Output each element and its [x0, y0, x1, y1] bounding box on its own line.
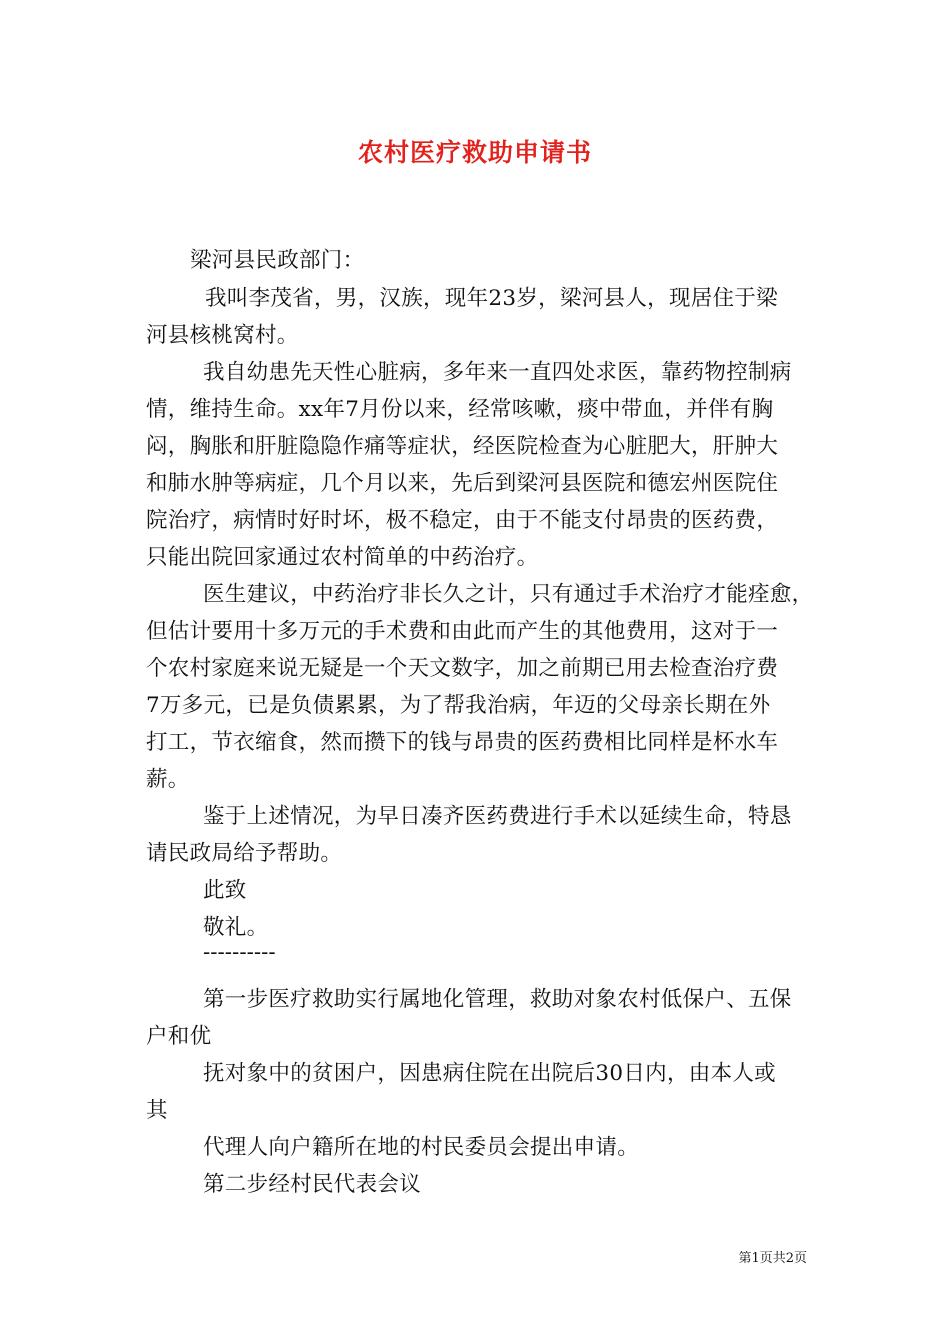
text-line: 7万多元，已是负债累累，为了帮我治病，年迈的父母亲长期在外 [146, 693, 771, 718]
text-line: 打工，节衣缩食，然而攒下的钱与昂贵的医药费相比同样是杯水车 [146, 730, 779, 755]
text-line: 抚对象中的贫困户，因患病住院在出院后30日内，由本人或 [203, 1061, 776, 1086]
text-line: 医生建议，中药治疗非长久之计，只有通过手术治疗才能痊愈， [203, 582, 814, 607]
text-line: 敬礼。 [203, 915, 269, 940]
text-line: 户和优 [146, 1024, 212, 1049]
text-line: 和肺水肿等病症，几个月以来，先后到梁河县医院和德宏州医院住 [146, 471, 779, 496]
page-number: 第1页共2页 [738, 1251, 807, 1266]
text-line: 第一步医疗救助实行属地化管理，救助对象农村低保户、五保 [203, 987, 792, 1012]
text-line: 我叫李茂省，男，汉族，现年23岁，梁河县人，现居住于梁 [205, 286, 778, 311]
text-line: 请民政局给予帮助。 [146, 841, 343, 866]
text-line: 代理人向户籍所在地的村民委员会提出申请。 [203, 1135, 640, 1160]
text-line: 个农村家庭来说无疑是一个天文数字，加之前期已用去检查治疗费 [146, 656, 779, 681]
text-line: 院治疗，病情时好时坏，极不稳定，由于不能支付昂贵的医药费， [146, 508, 779, 533]
text-line: 第二步经村民代表会议 [203, 1172, 422, 1197]
text-line: 此致 [203, 878, 247, 903]
text-line: 闷，胸胀和肝脏隐隐作痛等症状，经医院检查为心脏肥大，肝肿大 [146, 434, 779, 459]
text-line: 情，维持生命。xx年7月份以来，经常咳嗽，痰中带血，并伴有胸 [146, 397, 774, 422]
text-line: 梁河县民政部门： [190, 248, 365, 273]
text-line: 鉴于上述情况，为早日凑齐医药费进行手术以延续生命，特恳 [203, 804, 792, 829]
text-line: 只能出院回家通过农村简单的中药治疗。 [146, 545, 539, 570]
text-line: 我自幼患先天性心脏病，多年来一直四处求医，靠药物控制病 [203, 360, 792, 385]
separator-line: ---------- [203, 940, 276, 965]
document-title: 农村医疗救助申请书 [357, 138, 592, 167]
text-line: 其 [146, 1098, 168, 1123]
text-line: 薪。 [146, 767, 190, 792]
text-line: 但估计要用十多万元的手术费和由此而产生的其他费用，这对于一 [146, 619, 779, 644]
text-line: 河县核桃窝村。 [146, 323, 299, 348]
